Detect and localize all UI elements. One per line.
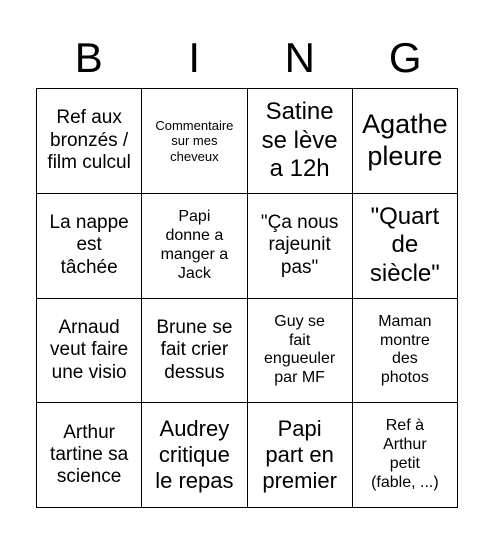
bingo-cell[interactable]: Satine se lève a 12h — [248, 89, 353, 194]
bingo-cell[interactable]: Audrey critique le repas — [142, 403, 247, 508]
bingo-cell[interactable]: "Quart de siècle" — [353, 194, 458, 299]
bingo-cell[interactable]: Arthur tartine sa science — [37, 403, 142, 508]
header-letter-n: N — [284, 34, 315, 81]
bingo-grid — [36, 88, 458, 508]
header-letter-i: I — [188, 34, 201, 81]
bingo-cell[interactable]: Brune se fait crier dessus — [142, 299, 247, 404]
bingo-cell[interactable]: La nappe est tâchée — [37, 194, 142, 299]
header-letter-b: B — [74, 34, 103, 81]
bingo-cell[interactable]: Papi part en premier — [248, 403, 353, 508]
bingo-cell[interactable]: Agathe pleure — [353, 89, 458, 194]
header-letter-g: G — [388, 34, 422, 81]
bingo-cell[interactable]: Papi donne a manger a Jack — [142, 194, 247, 299]
bingo-cell[interactable]: Ref à Arthur petit (fable, ...) — [353, 403, 458, 508]
bingo-cell[interactable]: Guy se fait engueuler par MF — [248, 299, 353, 404]
bingo-cell[interactable]: Commentaire sur mes cheveux — [142, 89, 247, 194]
bingo-header — [36, 28, 458, 88]
bingo-cell[interactable]: Maman montre des photos — [353, 299, 458, 404]
bingo-cell[interactable]: Arnaud veut faire une visio — [37, 299, 142, 404]
bingo-cell[interactable]: Ref aux bronzés / film culcul — [37, 89, 142, 194]
bingo-cell[interactable]: "Ça nous rajeunit pas" — [248, 194, 353, 299]
